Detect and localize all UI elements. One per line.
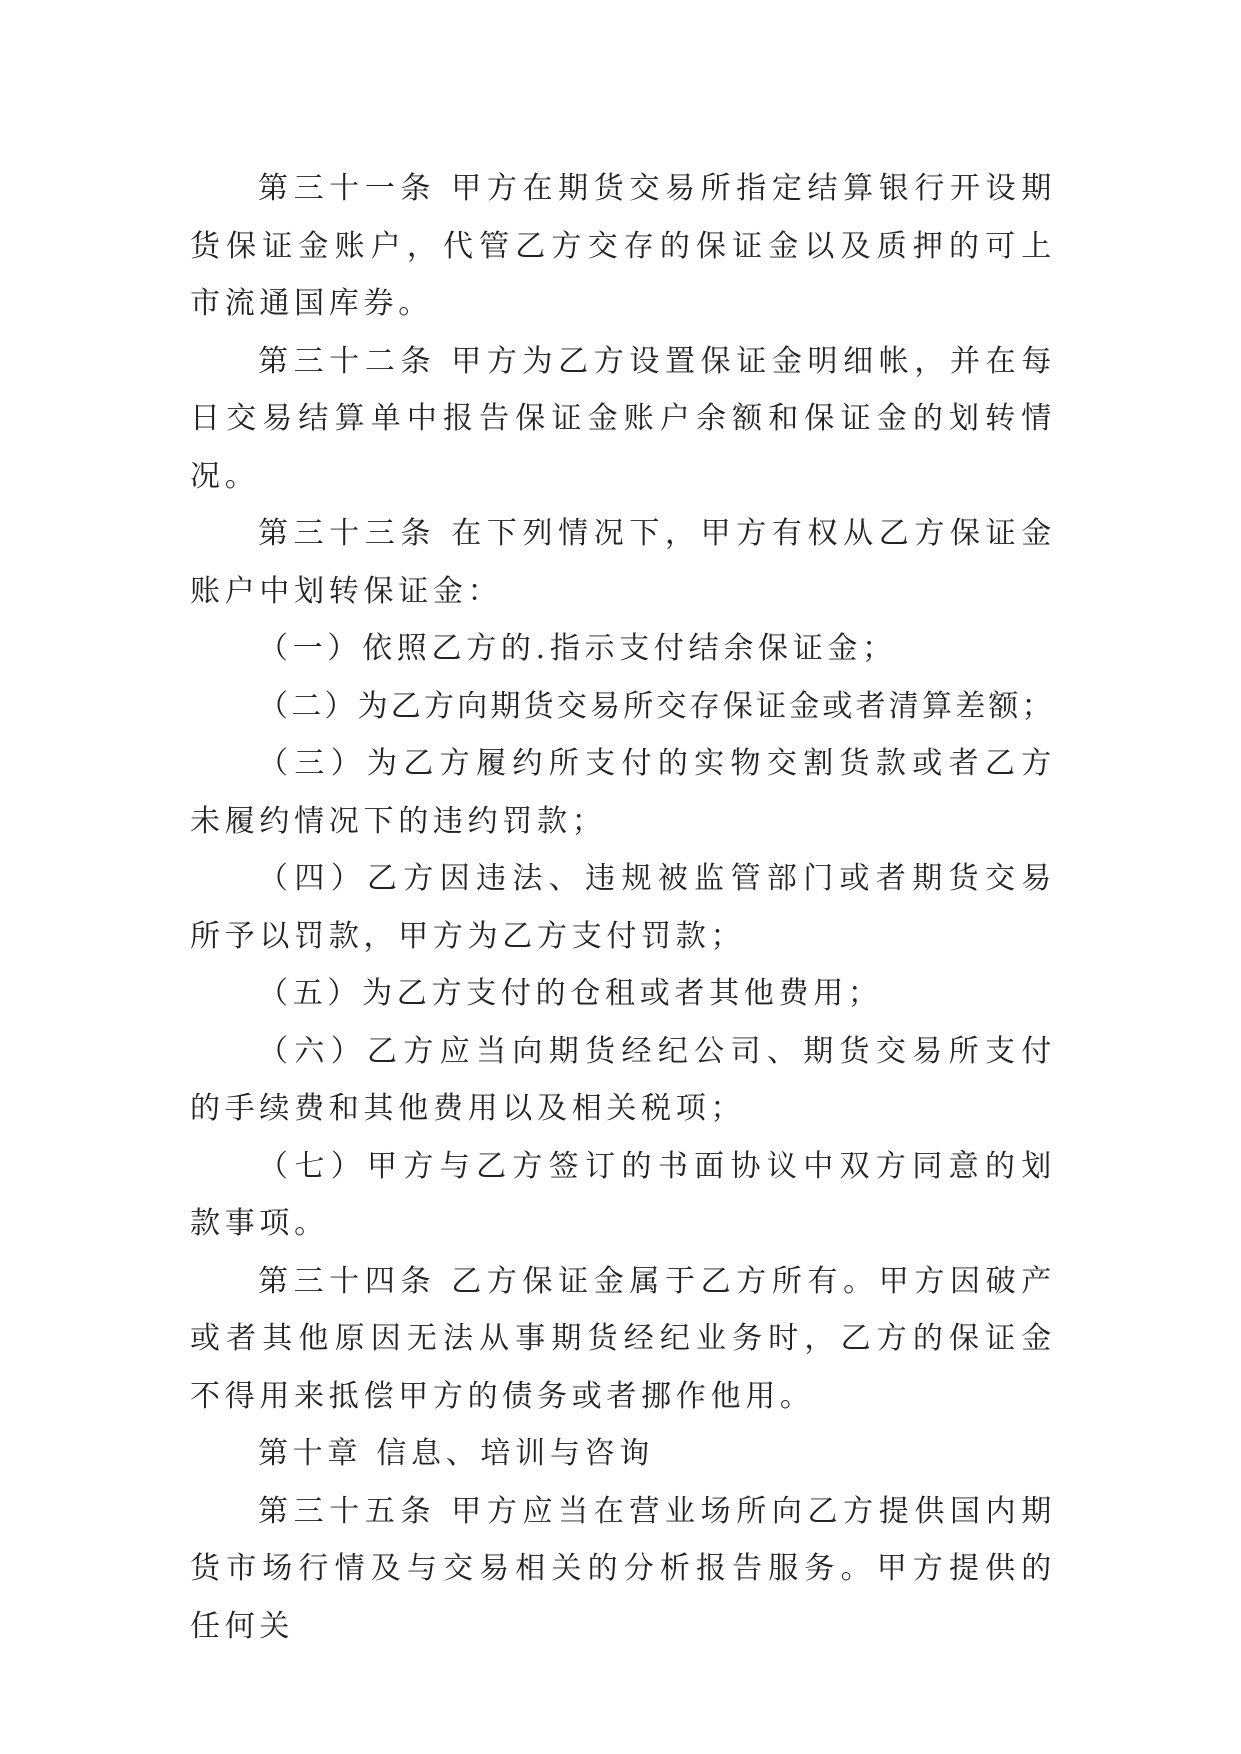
article-31-paragraph: 第三十一条 甲方在期货交易所指定结算银行开设期货保证金账户，代管乙方交存的保证金以及质押的可上市流通国库券。 (190, 171, 1056, 321)
article-32-paragraph: 第三十二条 甲方为乙方设置保证金明细帐，并在每日交易结算单中报告保证金账户余额和保证金的划转情况。 (190, 343, 1056, 494)
chapter-10-heading: 第十章 信息、培训与咨询 (258, 1436, 654, 1471)
article-33-item-5: （五）为乙方支付的仓租或者其他费用； (258, 976, 883, 1011)
article-33-item-6: （六）乙方应当向期货经纪公司、期货交易所支付的手续费和其他费用以及相关税项； (190, 1033, 1056, 1126)
document-body (190, 160, 1056, 1655)
article-35-paragraph: 第三十五条 甲方应当在营业场所向乙方提供国内期货市场行情及与交易相关的分析报告服务。甲方提供的任何关 (190, 1493, 1056, 1644)
article-33-item-3: （三）为乙方履约所支付的实物交割货款或者乙方未履约情况下的违约罚款； (190, 746, 1056, 839)
article-34-paragraph: 第三十四条 乙方保证金属于乙方所有。甲方因破产或者其他原因无法从事期货经纪业务时，乙方的保证金不得用来抵偿甲方的债务或者挪作他用。 (190, 1263, 1056, 1414)
article-33-paragraph: 第三十三条 在下列情况下，甲方有权从乙方保证金账户中划转保证金： (190, 516, 1056, 609)
article-33-item-2: （二）为乙方向期货交易所交存保证金或者清算差额； (258, 688, 1055, 724)
article-33-item-7: （七）甲方与乙方签订的书面协议中双方同意的划款事项。 (190, 1148, 1056, 1241)
article-33-item-4: （四）乙方因违法、违规被监管部门或者期货交易所予以罚款，甲方为乙方支付罚款； (190, 861, 1056, 954)
article-33-item-1: （一）依照乙方的.指示支付结余保证金； (258, 631, 897, 666)
